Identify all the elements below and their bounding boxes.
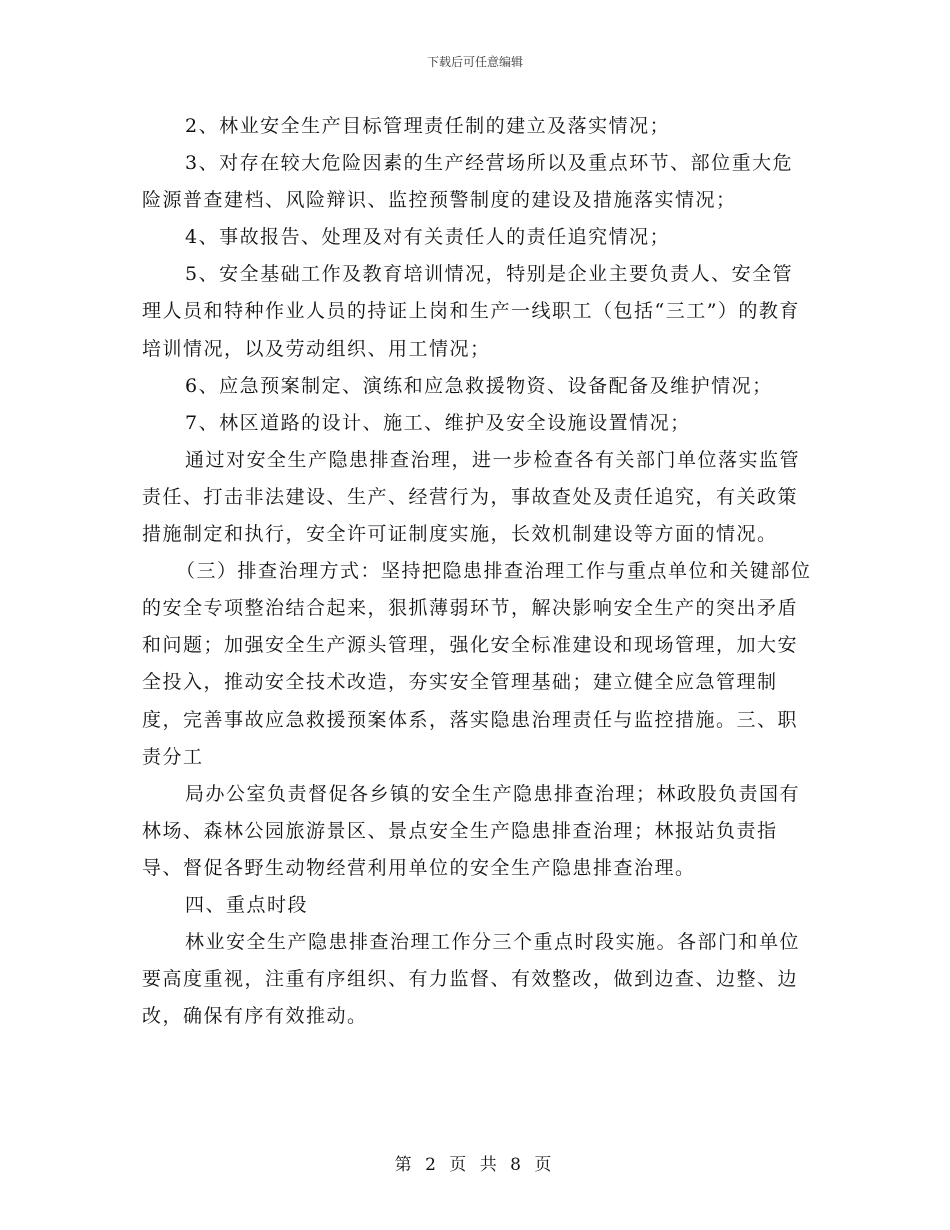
paragraph-key-periods: 林业安全生产隐患排查治理工作分三个重点时段实施。各部门和单位要高度重视，注重有序组织、有力监督、有效整改，做到边查、边整、边改，确保有序有效推动。 — [142, 931, 801, 1028]
paragraph-duty-allocation: 局办公室负责督促各乡镇的安全生产隐患排查治理；林政股负责国有林场、森林公园旅游景区、景点安全生产隐患排查治理；林报站负责指导、督促各野生动物经营利用单位的安全生产隐患排查治理。 — [142, 782, 801, 879]
paragraph-item-6: 6、应急预案制定、演练和应急救援物资、设备配备及维护情况； — [185, 374, 773, 397]
paragraph-inspection-summary: 通过对安全生产隐患排查治理，进一步检查各有关部门单位落实监管责任、打击非法建设、生产、经营行为，事故查处及责任追究，有关政策措施制定和执行，安全许可证制度实施，长效机制建设等方面的情况。 — [142, 448, 801, 546]
paragraph-item-3: 3、对存在较大危险因素的生产经营场所以及重点环节、部位重大危险源普查建档、风险辩识、监控预警制度的建设及措施落实情况； — [142, 152, 794, 212]
paragraph-item-4: 4、事故报告、处理及对有关责任人的责任追究情况； — [185, 226, 671, 249]
paragraph-item-2: 2、林业安全生产目标管理责任制的建立及落实情况； — [185, 115, 671, 137]
paragraph-item-5: 5、安全基础工作及教育培训情况，特别是企业主要负责人、安全管理人员和特种作业人员的持证上岗和生产一线职工（包括“三工”）的教育培训情况，以及劳动组织、用工情况； — [142, 263, 800, 360]
page-header-note: 下载后可任意编辑 — [426, 55, 523, 69]
paragraph-method-and-duties: （三）排查治理方式：坚持把隐患排查治理工作与重点单位和关键部位的安全专项整治结合起来，狠抓薄弱环节，解决影响安全生产的突出矛盾和问题；加强安全生产源头管理，强化安全标准建设和现场管理，加大安全投入，推动安全技术改造，夯实安全管理基础；建立健全应急管理制度，完善事故应急救援预案体系，落实隐患治理责任与监控措施。三、职责分工 — [142, 560, 812, 768]
paragraph-item-7: 7、林区道路的设计、施工、维护及安全设施设置情况； — [185, 411, 691, 434]
section-heading-key-periods: 四、重点时段 — [185, 893, 309, 916]
document-body — [142, 108, 812, 1035]
page-number: 第 2 页 共 8 页 — [394, 1155, 556, 1175]
